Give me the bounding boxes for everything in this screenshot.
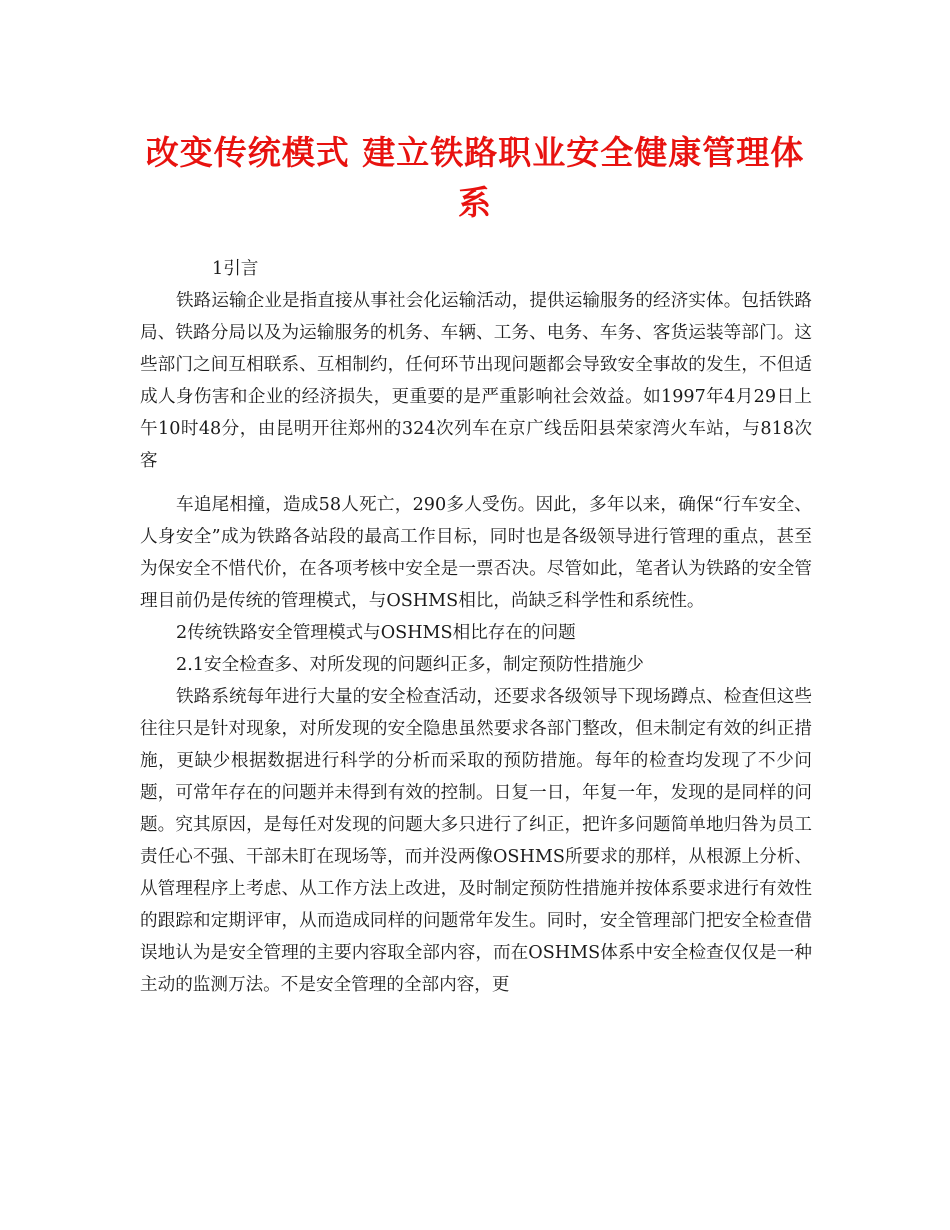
- section-heading-2-1: 2.1安全检查多、对所发现的问题纠正多，制定预防性措施少: [176, 655, 644, 675]
- document-title: 改变传统模式 建立铁路职业安全健康管理体系: [145, 133, 805, 222]
- section-heading-2: 2传统铁路安全管理模式与OSHMS相比存在的问题: [176, 623, 576, 643]
- section-heading-introduction: 1引言: [212, 259, 259, 279]
- body-paragraph: 车追尾相撞，造成58人死亡，290多人受伤。因此，多年以来，确保“行车安全、人身安全”成为铁路各站段的最高工作目标，同时也是各级领导进行管理的重点，甚至为保安全不惜代价，在各项考核中安全是一票否决。尽管如此，笔者认为铁路的安全管理目前仍是传统的管理模式，与OSHMS相比，尚缺乏科学性和系统性。: [140, 495, 812, 611]
- body-paragraph: 铁路运输企业是指直接从事社会化运输活动，提供运输服务的经济实体。包括铁路局、铁路分局以及为运输服务的机务、车辆、工务、电务、车务、客货运装等部门。这些部门之间互相联系、互相制约，任何环节出现问题都会导致安全事故的发生，不但适成人身伤害和企业的经济损失，更重要的是严重影响社会效益。如1997年4月29日上午10时48分，由昆明开往郑州的324次列车在京广线岳阳县荣家湾火车站，与818次客: [140, 291, 812, 471]
- document-body: [140, 253, 812, 1001]
- body-paragraph: 铁路系统每年进行大量的安全检查活动，还要求各级领导下现场蹲点、检查但这些往往只是针对现象，对所发现的安全隐患虽然要求各部门整改，但未制定有效的纠正措施，更缺少根据数据进行科学的分析而采取的预防措施。每年的检查均发现了不少问题，可常年存在的问题并未得到有效的控制。日复一日，年复一年，发现的是同样的问题。究其原因，是每任对发现的问题大多只进行了纠正，把许多问题简单地归咎为员工责任心不强、干部未盯在现场等，而并没两像OSHMS所要求的那样，从根源上分析、从管理程序上考虑、从工作方法上改进，及时制定预防性措施并按体系要求进行有效性的跟踪和定期评审，从而造成同样的问题常年发生。同时，安全管理部门把安全检查借误地认为是安全管理的主要内容取全部内容，而在OSHMS体系中安全检查仅仅是一种主动的监测万法。不是安全管理的全部内容，更: [140, 687, 812, 995]
